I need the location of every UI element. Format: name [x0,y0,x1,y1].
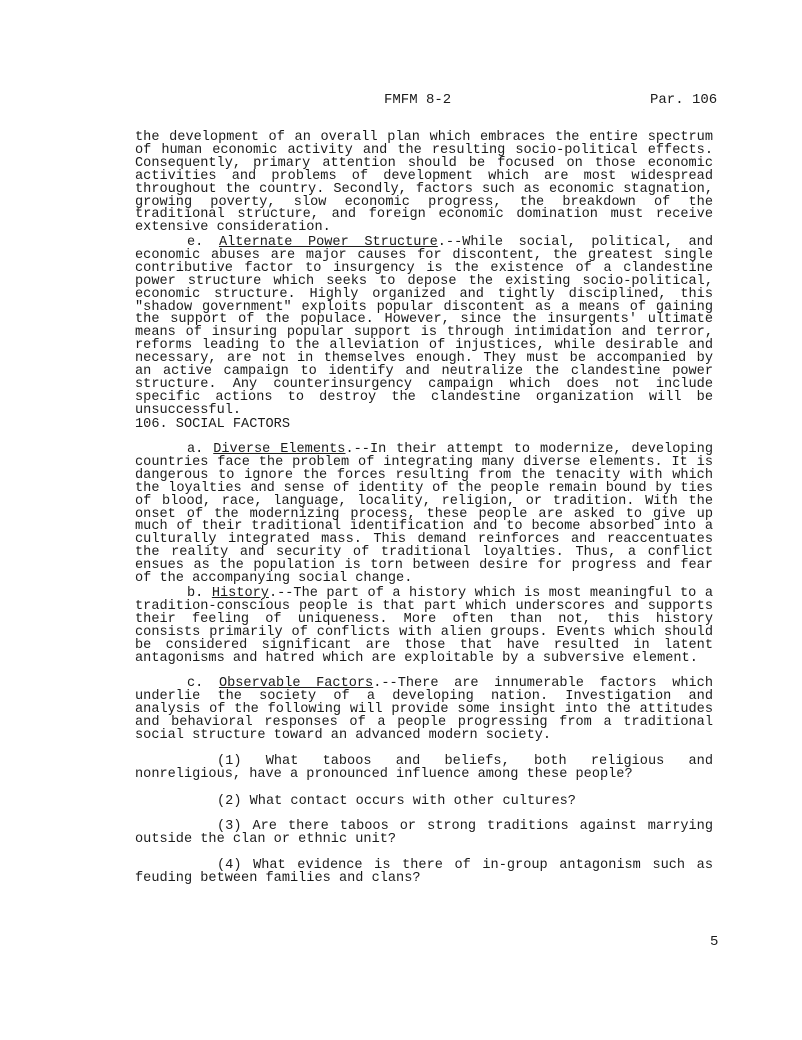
subparagraph-c-text: .--There are innumerable factors which underlie the society of a developing nation. Investigation and analysis of the following will provide some insight into the attitudes and behavioral responses of a people progressing from a traditional social structure toward an advanced modern society. [135,676,713,743]
body-paragraph-1: the development of an overall plan which embraces the entire spectrum of human economic activity and the resulting socio-political effects. Consequently, primary attention should be focused on those economic activities and problems of development which are most widespread throughout the country. Secondly, factors such as economic stagnation, growing poverty, slow economic progress, the breakdown of the traditional structure, and foreign economic domination must receive extensive consideration. [135,130,713,236]
header-manual-id: FMFM 8-2 [384,92,452,108]
subparagraph-b-title: History [211,586,269,601]
question-2: (2) What contact occurs with other cultures? [217,794,576,809]
subparagraph-c [135,678,713,743]
subparagraph-e-label: e. [187,235,204,250]
subparagraph-a-label: a. [187,442,204,457]
page-number: 5 [710,934,719,950]
subparagraph-c-title: Observable Factors [218,676,374,691]
subparagraph-b-text: .--The part of a history which is most meaningful to a tradition-conscious people is that part which underscores and supports their feeling of uniqueness. More often than not, this history consists primarily of conflicts with alien groups. Events which should be considered significant are those that have resulted in latent antagonisms and hatred which are exploitable by a subversive element. [135,586,713,666]
subparagraph-e-title: Alternate Power Structure [218,235,438,250]
subparagraph-b [135,588,713,665]
subparagraph-e [135,237,713,418]
section-heading: 106. SOCIAL FACTORS [135,417,290,432]
question-3: (3) Are there taboos or strong traditions against marrying outside the clan or ethnic unit? [135,819,713,847]
subparagraph-e-text: .--While social, political, and economic abuses are major causes for discontent, the greatest single contributive factor to insurgency is the existence of a clandestine power structure which seeks to depose the existing socio-political, economic structure. Highly organized and tightly disciplined, this "shadow government" exploits popular discontent as a means of gaining the support of the populace. However, since the insurgents' ultimate means of insuring popular support is through intimidation and terror, reforms leading to the alleviation of injustices, while desirable and necessary, are not in themselves enough. They must be accompanied by an active campaign to identify and neutralize the clandestine power structure. Any counterinsurgency campaign which does not include specific actions to destroy the clandestine organization will be unsuccessful. [135,235,713,418]
subparagraph-a-text: .--In their attempt to modernize, developing countries face the problem of integrating many diverse elements. It is dangerous to ignore the forces resulting from the tenacity with which the loyalties and sense of identity of the people remain bound by ties of blood, race, language, locality, religion, or tradition. With the onset of the modernizing process, these people are asked to give up much of their traditional identification and to become absorbed into a culturally integrated mass. This demand reinforces and reaccentuates the reality and security of traditional loyalties. Thus, a conflict ensues as the population is torn between desire for progress and fear of the accompanying social change. [135,442,713,587]
question-4: (4) What evidence is there of in-group antagonism such as feuding between families and clans? [135,858,713,886]
question-1: (1) What taboos and beliefs, both religious and nonreligious, have a pronounced influence among these people? [135,754,713,782]
header-paragraph-ref: Par. 106 [650,92,718,108]
subparagraph-c-label: c. [187,676,204,691]
subparagraph-b-label: b. [187,586,204,601]
subparagraph-a [135,444,713,586]
subparagraph-a-title: Diverse Elements [213,442,346,457]
